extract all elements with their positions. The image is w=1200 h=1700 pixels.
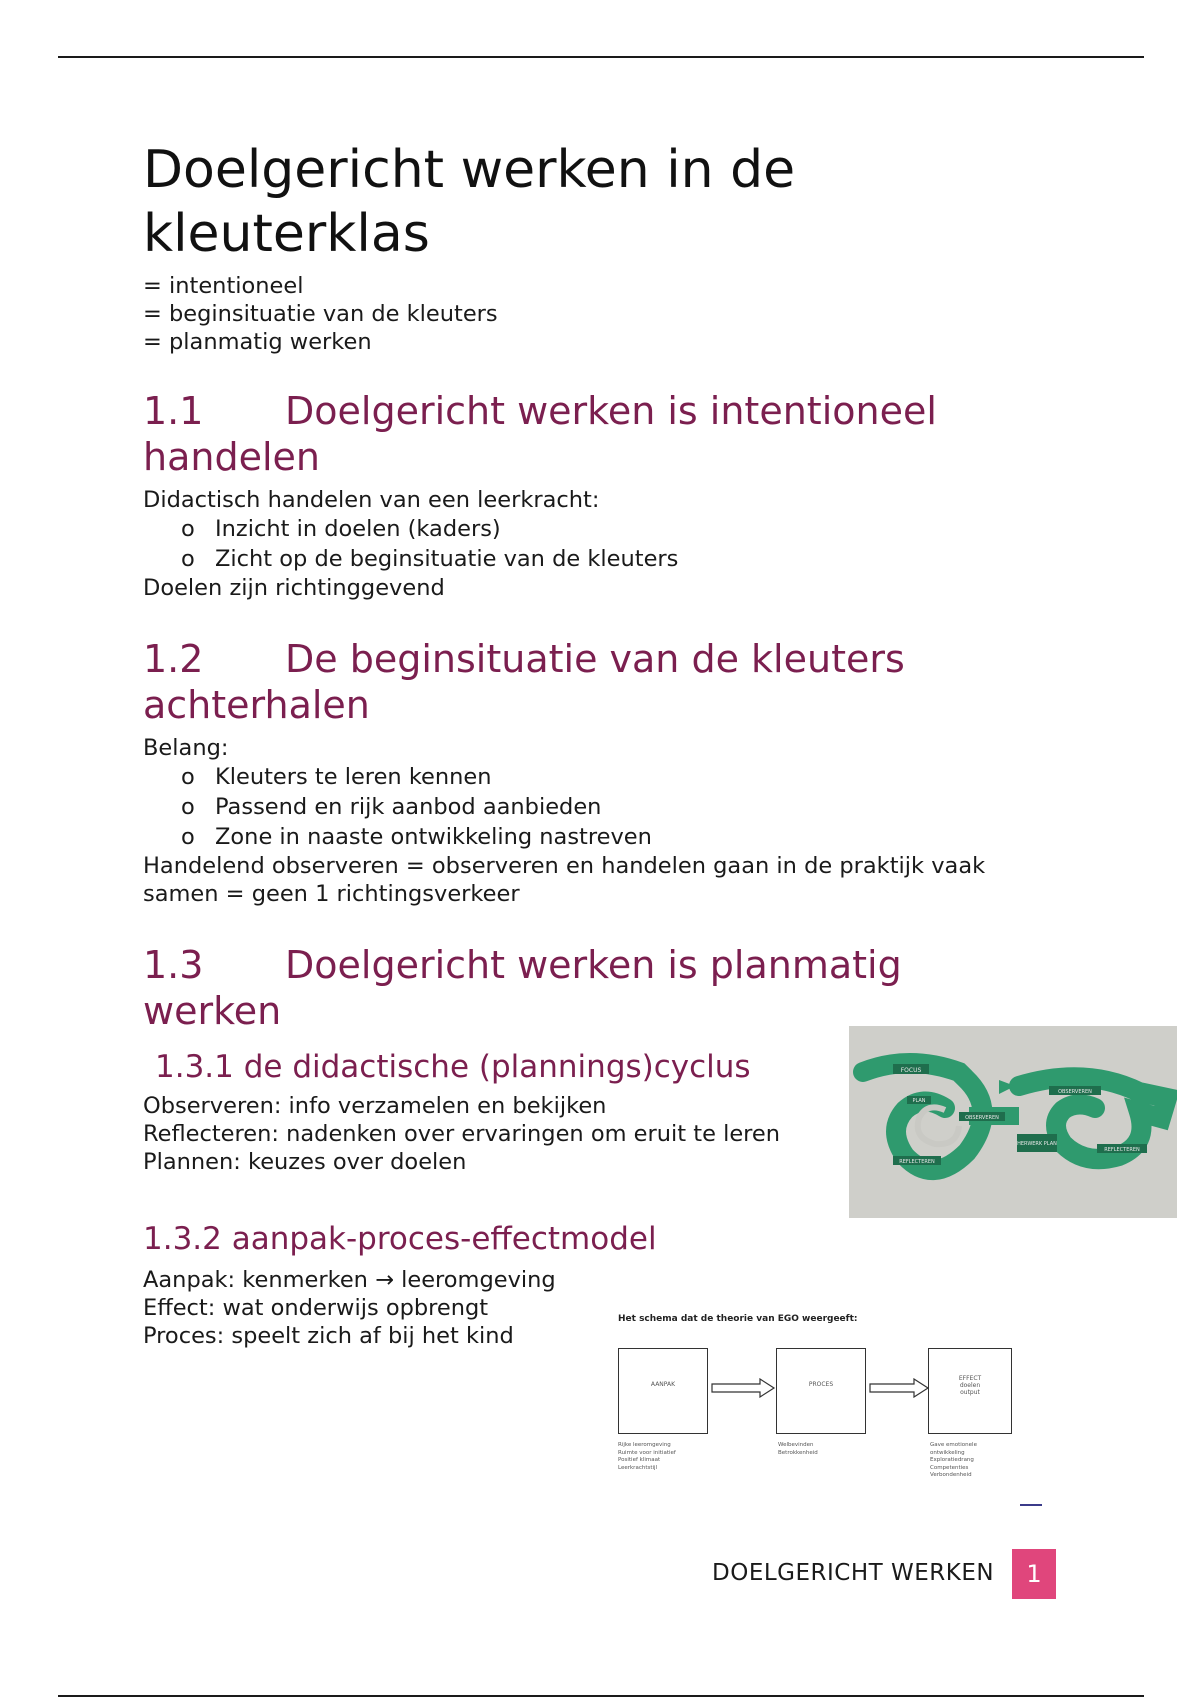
cycle-label: OBSERVEREN: [965, 1115, 999, 1121]
section-heading-1-1: [143, 388, 1123, 480]
footer-rule: [58, 1695, 1144, 1697]
text-line: Plannen: keuzes over doelen: [143, 1149, 467, 1175]
bullet-list: [143, 762, 1123, 852]
cycle-diagram-photo: [849, 1026, 1177, 1218]
cycle-label: FOCUS: [900, 1067, 922, 1074]
section-lead: Didactisch handelen van een leerkracht:: [143, 487, 600, 513]
bullet-marker: o: [181, 764, 195, 790]
list-item-text: Kleuters te leren kennen: [215, 764, 492, 790]
section-heading-1-2: [143, 636, 1123, 728]
intro-lines: [143, 272, 1123, 356]
list-item: [143, 514, 1123, 544]
text-line: Reflecteren: nadenken over ervaringen om eruit te leren: [143, 1121, 781, 1147]
cycle-label: HERWERK PLAN: [1017, 1141, 1057, 1147]
bullet-marker: o: [181, 794, 195, 820]
bullet-list: [143, 514, 1123, 574]
text-line: Observeren: info verzamelen en bekijken: [143, 1093, 607, 1119]
list-item-text: Inzicht in doelen (kaders): [215, 516, 501, 542]
schema-note: Gave emotionele ontwikkeling Exploratiedrang Competenties Verbondenheid: [930, 1442, 977, 1478]
list-item-text: Zone in naaste ontwikkeling nastreven: [215, 824, 652, 850]
arrow-right-icon: [868, 1378, 930, 1398]
intro-line: = beginsituatie van de kleuters: [143, 301, 498, 327]
document-title: Doelgericht werken in de kleuterklas: [143, 140, 796, 264]
ape-schema: [614, 1310, 1054, 1510]
intro-line: = planmatig werken: [143, 329, 372, 355]
schema-box-proces: [776, 1348, 866, 1434]
section-title: Doelgericht werken is planmatig werken: [143, 943, 902, 1033]
cycle-label: OBSERVEREN: [1058, 1089, 1092, 1095]
list-item-text: Passend en rijk aanbod aanbieden: [215, 794, 602, 820]
intro-line: = intentioneel: [143, 273, 304, 299]
cycle-label: REFLECTEREN: [1104, 1147, 1140, 1153]
section-heading-1-3: [143, 942, 943, 1034]
bullet-marker: o: [181, 824, 195, 850]
section-number: 1.3: [143, 943, 204, 987]
bullet-marker: o: [181, 516, 195, 542]
section-number: 1.2: [143, 637, 204, 681]
section-closing: Handelend observeren = observeren en handelen gaan in de praktijk vaak samen = geen 1 richtingsverkeer: [143, 853, 986, 907]
section-number: 1.1: [143, 389, 204, 433]
list-item: [143, 792, 1123, 822]
text-line: Proces: speelt zich af bij het kind: [143, 1323, 514, 1349]
footer-label: DOELGERICHT WERKEN: [712, 1560, 995, 1586]
arrow-right-icon: [710, 1378, 776, 1398]
schema-box-label: PROCES: [808, 1381, 834, 1388]
section-lead: Belang:: [143, 735, 229, 761]
cycle-diagram-drawing: [849, 1026, 1177, 1218]
list-item: [143, 822, 1123, 852]
list-item-text: Zicht op de beginsituatie van de kleuters: [215, 546, 679, 572]
schema-box-effect: [928, 1348, 1012, 1434]
header-rule: [58, 56, 1144, 58]
text-line: Effect: wat onderwijs opbrengt: [143, 1295, 489, 1321]
schema-box-aanpak: [618, 1348, 708, 1434]
cycle-label: PLAN: [912, 1098, 926, 1104]
schema-box-label: EFFECT doelen output: [958, 1375, 982, 1396]
subsection-heading-1-3-2: 1.3.2 aanpak-proces-effectmodel: [143, 1221, 657, 1257]
subsection-heading-1-3-1: 1.3.1 de didactische (plannings)cyclus: [155, 1049, 751, 1085]
schema-note: Welbevinden Betrokkenheid: [778, 1442, 818, 1456]
cycle-label: REFLECTEREN: [899, 1159, 935, 1165]
schema-note: Rijke leeromgeving Ruimte voor initiatief Positief klimaat Leerkrachtstijl: [618, 1442, 676, 1471]
page-number-badge: 1: [1012, 1549, 1056, 1599]
schema-box-label: AANPAK: [650, 1381, 676, 1388]
bullet-marker: o: [181, 546, 195, 572]
section-title: Doelgericht werken is intentioneel handelen: [143, 389, 937, 479]
section-title: De beginsituatie van de kleuters achterhalen: [143, 637, 905, 727]
scribble-mark: [1020, 1504, 1042, 1506]
list-item: [143, 544, 1123, 574]
section-closing: Doelen zijn richtinggevend: [143, 575, 445, 601]
list-item: [143, 762, 1123, 792]
text-line: Aanpak: kenmerken → leeromgeving: [143, 1267, 556, 1293]
schema-title: Het schema dat de theorie van EGO weergeeft:: [618, 1314, 858, 1324]
